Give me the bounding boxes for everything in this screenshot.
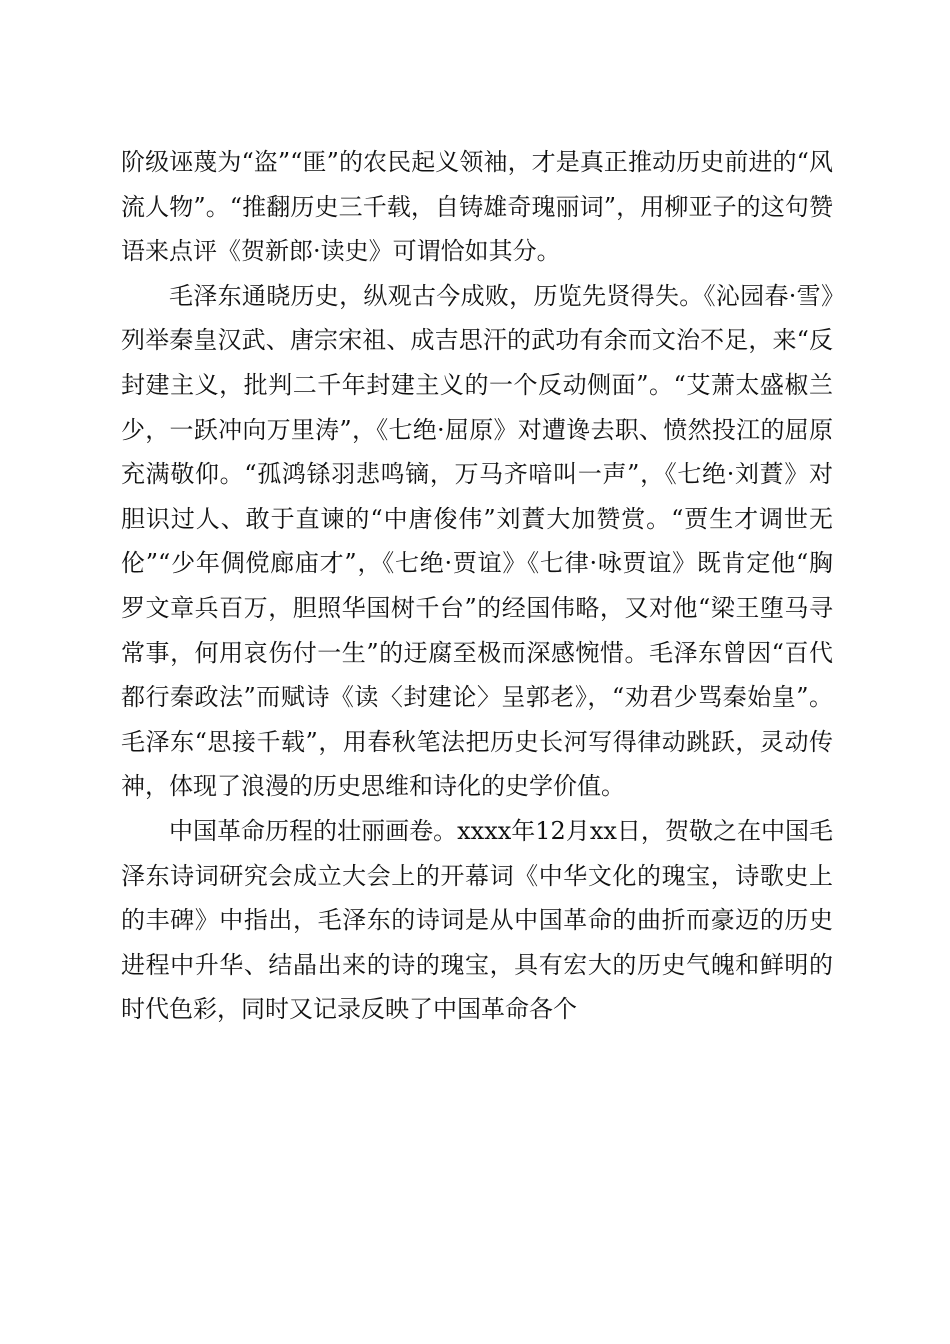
paragraph-continuation: 阶级诬蔑为“盗”“匪”的农民起义领袖，才是真正推动历史前进的“风流人物”。“推翻历史三千载，自铸雄奇瑰丽词”，用柳亚子的这句赞语来点评《贺新郎·读史》可谓恰如其分。 — [121, 148, 833, 266]
paragraph-history: 毛泽东通晓历史，纵观古今成败，历览先贤得失。《沁园春·雪》列举秦皇汉武、唐宗宋祖、成吉思汗的武功有余而文治不足，来“反封建主义，批判二千年封建主义的一个反动侧面”。“艾萧太盛椒兰少，一跃冲向万里涛”，《七绝·屈原》对遭谗去职、愤然投江的屈原充满敬仰。“孤鸿铩羽悲鸣镝，万马齐喑叫一声”，《七绝·刘蕡》对胆识过人、敢于直谏的“中唐俊伟”刘蕡大加赞赏。“贾生才调世无伦”“少年倜傥廊庙才”，《七绝·贾谊》《七律·咏贾谊》既肯定他“胸罗文章兵百万，胆照华国树千台”的经国伟略，又对他“梁王堕马寻常事，何用哀伤付一生”的迂腐至极而深感惋惜。毛泽东曾因“百代都行秦政法”而赋诗《读〈封建论〉呈郭老》，“劝君少骂秦始皇”。毛泽东“思接千载”，用春秋笔法把历史长河写得律动跳跃，灵动传神，体现了浪漫的历史思维和诗化的史学价值。 — [121, 281, 833, 801]
paragraph-revolution: 中国革命历程的壮丽画卷。xxxx年12月xx日，贺敬之在中国毛泽东诗词研究会成立大会上的开幕词《中华文化的瑰宝，诗歌史上的丰碑》中指出，毛泽东的诗词是从中国革命的曲折而豪迈的历史进程中升华、结晶出来的诗的瑰宝，具有宏大的历史气魄和鲜明的时代色彩，同时又记录反映了中国革命各个 — [121, 816, 833, 1024]
body-text — [121, 140, 833, 1032]
